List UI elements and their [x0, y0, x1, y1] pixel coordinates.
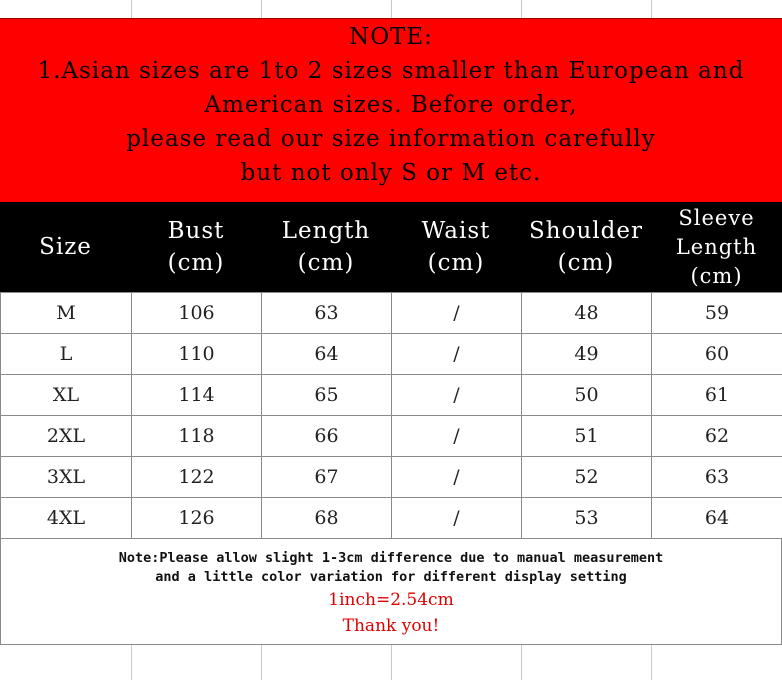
note-line: but not only S or M etc. [240, 160, 542, 186]
cell-size: M [1, 293, 132, 334]
cell-sleeve-length: 63 [652, 457, 782, 498]
table-row [1, 416, 782, 457]
header-length [261, 202, 391, 292]
cell-size: XL [1, 375, 132, 416]
table-row [1, 498, 782, 539]
grid-line [391, 645, 392, 680]
cell-size: L [1, 334, 132, 375]
cell-shoulder: 53 [522, 498, 652, 539]
cell-waist: / [392, 416, 522, 457]
grid-line [391, 0, 392, 18]
cell-sleeve-length: 62 [652, 416, 782, 457]
grid-line [131, 0, 132, 18]
cell-waist: / [392, 293, 522, 334]
cell-waist: / [392, 457, 522, 498]
note-title: NOTE: [349, 24, 433, 50]
cell-sleeve-length: 60 [652, 334, 782, 375]
header-unit: (cm) [297, 250, 355, 276]
cell-sleeve-length: 61 [652, 375, 782, 416]
cell-length: 67 [262, 457, 392, 498]
cell-size: 3XL [1, 457, 132, 498]
note-line: 1.Asian sizes are 1to 2 sizes smaller than European and [37, 58, 745, 84]
grid-line [261, 645, 262, 680]
grid-line [651, 0, 652, 18]
table-row [1, 457, 782, 498]
cell-size: 4XL [1, 498, 132, 539]
thank-you: Thank you! [342, 616, 440, 636]
header-label: Waist [421, 218, 491, 244]
cell-shoulder: 51 [522, 416, 652, 457]
cell-length: 66 [262, 416, 392, 457]
grid-line [521, 645, 522, 680]
header-label: Bust [167, 218, 225, 244]
cell-shoulder: 48 [522, 293, 652, 334]
cell-bust: 122 [132, 457, 262, 498]
table-header [0, 202, 782, 292]
header-unit: (cm) [557, 250, 615, 276]
cell-waist: / [392, 334, 522, 375]
header-unit: (cm) [690, 263, 743, 288]
cell-bust: 114 [132, 375, 262, 416]
table-row [1, 293, 782, 334]
cell-shoulder: 52 [522, 457, 652, 498]
header-label: Sleeve [678, 205, 755, 230]
cell-bust: 110 [132, 334, 262, 375]
cell-shoulder: 50 [522, 375, 652, 416]
header-unit: (cm) [427, 250, 485, 276]
cell-bust: 118 [132, 416, 262, 457]
footer-note [0, 538, 782, 645]
cell-length: 65 [262, 375, 392, 416]
cell-length: 64 [262, 334, 392, 375]
note-line: American sizes. Before order, [204, 92, 578, 118]
table-row [1, 375, 782, 416]
color-variation-note: and a little color variation for different display setting [155, 569, 627, 585]
header-label: Length [675, 234, 758, 259]
grid-line [261, 0, 262, 18]
cell-sleeve-length: 59 [652, 293, 782, 334]
measurement-note: Note:Please allow slight 1-3cm difference due to manual measurement [118, 550, 664, 566]
grid-line [651, 645, 652, 680]
table-row [1, 334, 782, 375]
cell-shoulder: 49 [522, 334, 652, 375]
header-waist [391, 202, 521, 292]
header-label: Size [39, 234, 92, 260]
inch-conversion: 1inch=2.54cm [328, 590, 454, 610]
header-size [0, 202, 131, 292]
cell-length: 63 [262, 293, 392, 334]
cell-size: 2XL [1, 416, 132, 457]
header-bust [131, 202, 261, 292]
cell-bust: 106 [132, 293, 262, 334]
grid-line [521, 0, 522, 18]
note-line: please read our size information carefully [126, 126, 656, 152]
header-label: Shoulder [529, 218, 643, 244]
cell-waist: / [392, 498, 522, 539]
size-table [0, 292, 782, 539]
grid-line [131, 645, 132, 680]
cell-bust: 126 [132, 498, 262, 539]
cell-sleeve-length: 64 [652, 498, 782, 539]
header-sleeve-length [651, 202, 782, 292]
header-label: Length [281, 218, 371, 244]
note-banner [0, 18, 782, 202]
header-shoulder [521, 202, 651, 292]
cell-length: 68 [262, 498, 392, 539]
header-unit: (cm) [167, 250, 225, 276]
cell-waist: / [392, 375, 522, 416]
